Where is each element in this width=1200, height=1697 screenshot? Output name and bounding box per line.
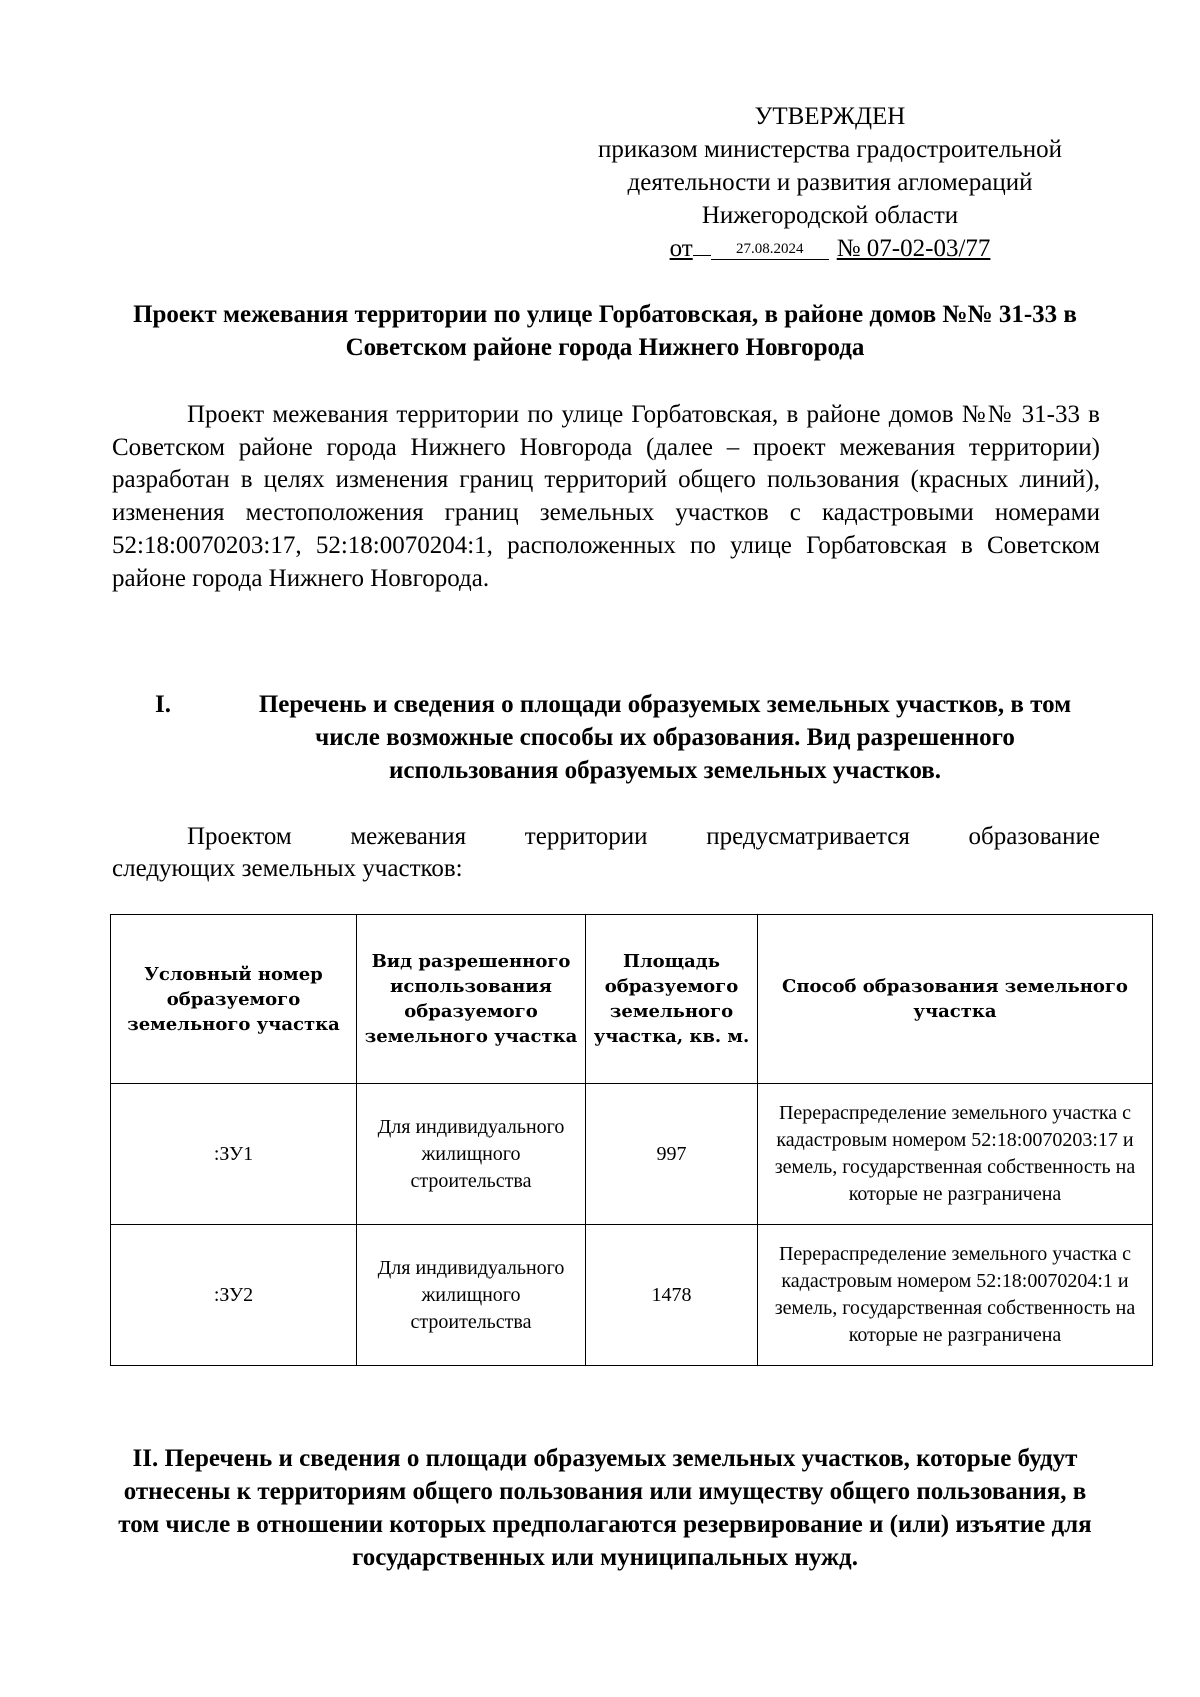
table-row <box>111 1225 1153 1366</box>
table-header-row <box>111 915 1153 1084</box>
approval-stamp <box>560 100 1100 265</box>
cell-area: 997 <box>586 1084 758 1225</box>
cell-use: Для индивидуального жилищного строительства <box>357 1225 586 1366</box>
section-1-text: Перечень и сведения о площади образуемых земельных участков, в том числе возможные способы их образования. Вид разрешенного использования образуемых земельных участков. <box>258 691 1072 784</box>
cell-id: :ЗУ2 <box>111 1225 357 1366</box>
table-header-use: Вид разрешенного использования образуемого земельного участка <box>357 915 586 1084</box>
cell-method: Перераспределение земельного участка с кадастровым номером 52:18:0070203:17 и земель, государственная собственность на которые не разграничена <box>758 1084 1153 1225</box>
order-line <box>560 232 1100 265</box>
section-1-number: I. <box>155 691 171 718</box>
approval-line-3: Нижегородской области <box>701 202 959 229</box>
cell-use: Для индивидуального жилищного строительства <box>357 1084 586 1225</box>
paragraph-line-1: Проектом межевания территории предусматривается образование <box>187 823 1100 850</box>
table-header-area: Площадь образуемого земельного участка, кв. м. <box>586 915 758 1084</box>
table-header-method: Способ образования земельного участка <box>758 915 1153 1084</box>
section-2-heading: II. Перечень и сведения о площади образуемых земельных участков, которые будут отнесены к территориям общего пользования или имуществу общего пользования, в том числе в отношении которых предполагаются резервирование и (или) изъятие для государственных или муниципальных нужд. <box>118 1445 1092 1571</box>
cell-id: :ЗУ1 <box>111 1084 357 1225</box>
section-1-heading <box>155 688 1100 787</box>
order-from-label: от <box>669 235 693 262</box>
cell-area: 1478 <box>586 1225 758 1366</box>
order-date: 27.08.2024 <box>711 239 829 260</box>
approval-line-2: деятельности и развития агломераций <box>627 169 1033 196</box>
table-row <box>111 1084 1153 1225</box>
approval-title: УТВЕРЖДЕН <box>754 103 906 130</box>
document-title: Проект межевания территории по улице Горбатовская, в районе домов №№ 31-33 в Советском районе города Нижнего Новгорода <box>133 301 1077 361</box>
intro-paragraph: Проект межевания территории по улице Горбатовская, в районе домов №№ 31-33 в Советском районе города Нижнего Новгорода (далее – проект межевания территории) разработан в целях изменения границ территорий общего пользования (красных линий), изменения местоположения границ земельных участков с кадастровыми номерами 52:18:0070203:17, 52:18:0070204:1, расположенных по улице Горбатовская в Советском районе города Нижнего Новгорода. <box>112 401 1100 592</box>
order-number: № 07-02-03/77 <box>836 235 991 262</box>
table-header-id: Условный номер образуемого земельного участка <box>111 915 357 1084</box>
paragraph-line-2: следующих земельных участков: <box>112 855 463 882</box>
approval-line-1: приказом министерства градостроительной <box>598 136 1062 163</box>
cell-method: Перераспределение земельного участка с кадастровым номером 52:18:0070204:1 и земель, государственная собственность на которые не разграничена <box>758 1225 1153 1366</box>
land-plots-table <box>110 914 1153 1366</box>
